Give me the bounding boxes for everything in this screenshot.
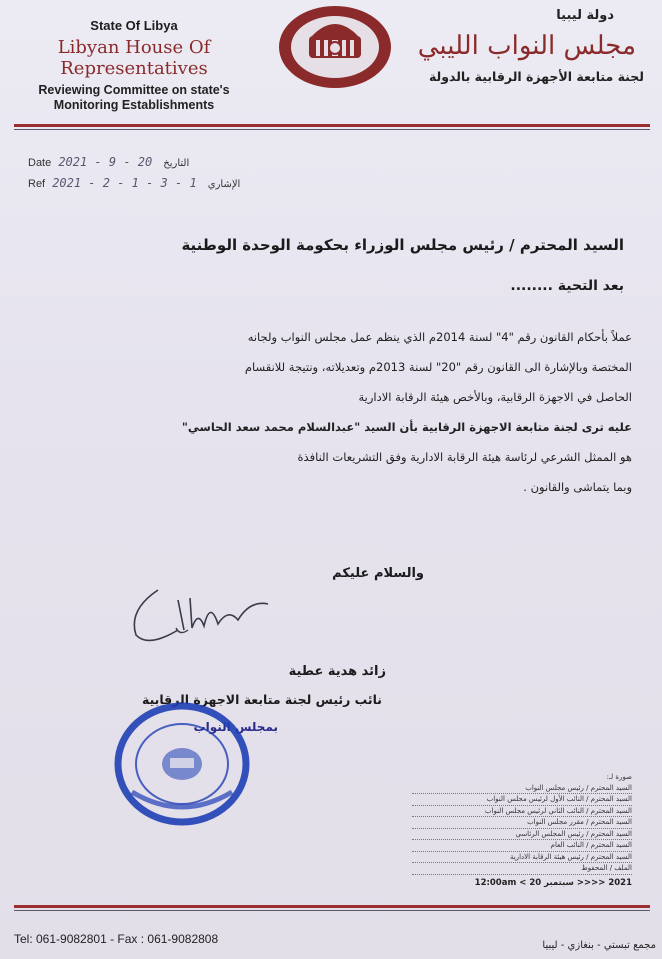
header-committee-en-line1: Reviewing Committee on state's	[38, 83, 230, 97]
house-emblem-logo	[276, 4, 394, 90]
header-state-en: State Of Libya	[90, 18, 178, 33]
header-arabic	[404, 8, 644, 84]
date-label-ar: التاريخ	[163, 158, 190, 169]
cc-item: السيد المحترم / النائب الأول لرئيس مجلس النواب	[412, 794, 632, 806]
cc-item: السيد المحترم / مقرر مجلس النواب	[412, 817, 632, 829]
header-state-ar: دولة ليبيا	[556, 8, 614, 23]
official-stamp	[112, 700, 252, 828]
ref-label: Ref	[28, 178, 46, 190]
cc-item: الملف / المحفوظ	[412, 863, 632, 875]
cc-item: السيد المحترم / رئيس مجلس النواب	[412, 783, 632, 795]
footer-rule-thin	[14, 910, 650, 911]
date-line	[28, 155, 189, 169]
footer-rule-red	[14, 905, 650, 908]
cc-item: السيد المحترم / رئيس المجلس الرئاسي	[412, 829, 632, 841]
header-house-en-line1: Libyan House Of	[57, 37, 211, 58]
signer-name: زائد هدية عطية	[288, 664, 386, 679]
carbon-copy-list	[412, 772, 632, 875]
header-house-ar: مجلس النواب الليبي	[417, 31, 636, 61]
body-line: المختصة وبالإشارة الى القانون رقم "20" لسنة 2013م وتعديلاته، ونتيجة للانقسام	[244, 360, 632, 374]
cc-title: صورة لـ:	[606, 773, 632, 781]
footer-address: مجمع تبستي - بنغازي - ليبيا	[542, 940, 656, 951]
ref-label-ar: الإشاري	[207, 179, 241, 190]
ref-line	[28, 176, 240, 190]
letter-greeting: بعد التحية ........	[510, 278, 624, 294]
body-line: عليه ترى لجنة متابعة الاجهزة الرقابية بأن السيد "عبدالسلام محمد سعد الحاسي"	[181, 420, 632, 434]
letter-closing: والسلام عليكم	[332, 566, 424, 581]
letter-address: السيد المحترم / رئيس مجلس الوزراء بحكومة الوحدة الوطنية	[181, 236, 624, 254]
header-committee-ar: لجنة متابعة الأجهزة الرقابية بالدولة	[428, 69, 644, 84]
letter-body	[32, 322, 632, 502]
header-english	[24, 18, 244, 113]
body-line: الحاصل في الاجهزة الرقابية، وبالأخص هيئة الرقابة الادارية	[358, 390, 632, 404]
header-committee-en-line2: Monitoring Establishments	[53, 98, 215, 112]
signer-title-2: بمجلس النواب	[193, 720, 278, 734]
header-rule-thin	[14, 129, 650, 130]
cc-item: السيد المحترم / النائب الثاني لرئيس مجلس النواب	[412, 806, 632, 818]
cc-item: السيد المحترم / النائب العام	[412, 840, 632, 852]
header-house-en-line2: Representatives	[60, 58, 208, 79]
handwritten-signature	[118, 580, 278, 650]
body-line: هو الممثل الشرعي لرئاسة هيئة الرقابة الادارية وفق التشريعات النافذة	[297, 450, 632, 464]
date-value: 2021 - 9 - 20	[58, 155, 153, 169]
footer-tel-fax: Tel: 061-9082801 - Fax : 061-9082808	[14, 932, 219, 946]
signer-title: نائب رئيس لجنة متابعة الاجهزة الرقابية	[141, 692, 382, 707]
cc-item: السيد المحترم / رئيس هيئة الرقابة الادارية	[412, 852, 632, 864]
body-line: عملاً بأحكام القانون رقم "4" لسنة 2014م الذي ينظم عمل مجلس النواب ولجانه	[247, 330, 632, 344]
ref-value: 2021 - 2 - 1 - 3 - 1	[52, 176, 197, 190]
header-rule-red	[14, 124, 650, 127]
date-label: Date	[28, 157, 52, 169]
body-line: وبما يتماشى والقانون .	[523, 480, 632, 494]
cc-footer-date: 2021 <<<< سبتمبر 20 > 12:00am	[474, 878, 632, 888]
